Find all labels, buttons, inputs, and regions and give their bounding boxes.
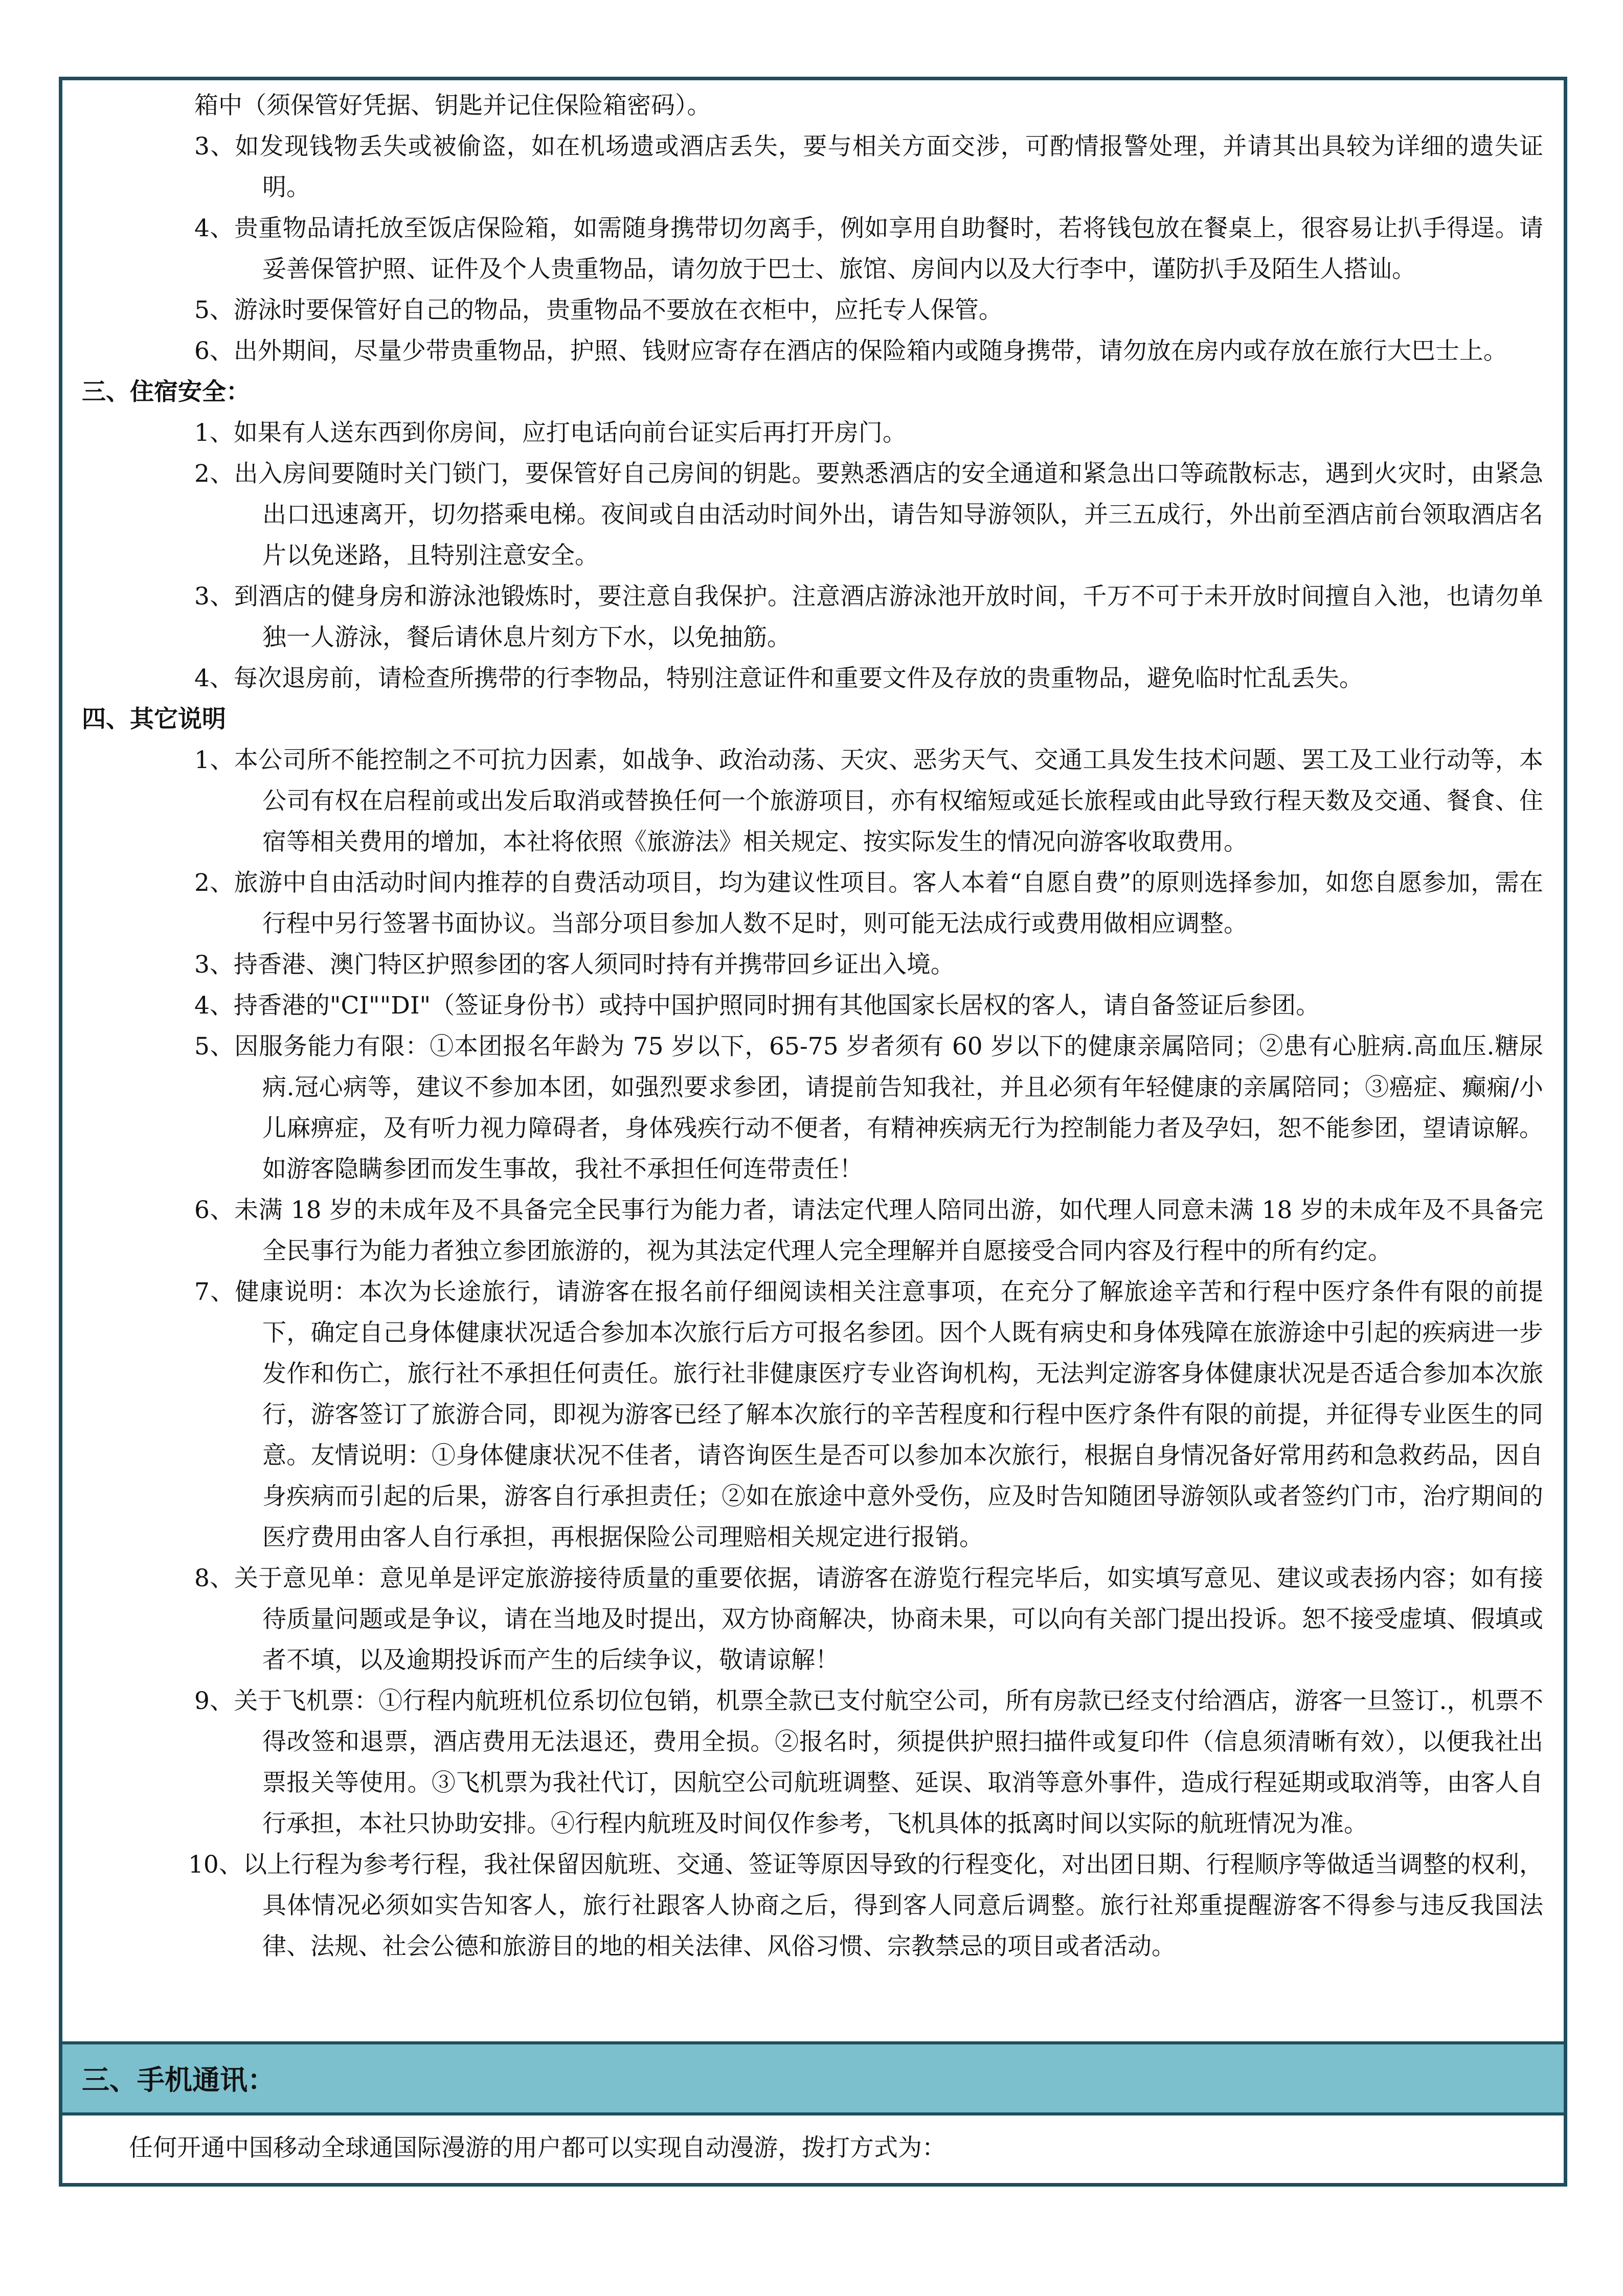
list-item: 8、关于意见单：意见单是评定旅游接待质量的重要依据，请游客在游览行程完毕后，如实填写意见、建议或表扬内容；如有接待质量问题或是争议，请在当地及时提出，双方协商解决，协商未果，可以向有关部门提出投诉。恕不接受虚填、假填或者不填，以及逾期投诉而产生的后续争议，敬请谅解！ (194, 1564, 1543, 1674)
notice-content (62, 80, 1564, 2041)
list-item: 6、未满 18 岁的未成年及不具备完全民事行为能力者，请法定代理人陪同出游，如代理人同意未满 18 岁的未成年及不具备完全民事行为能力者独立参团旅游的，视为其法定代理人完全理解并自愿接受合同内容及行程中的所有约定。 (194, 1196, 1543, 1265)
continued-paragraph: 箱中（须保管好凭据、钥匙并记住保险箱密码）。 (194, 92, 711, 120)
section-heading-lodging: 三、住宿安全： (82, 378, 250, 406)
footer-row (62, 2115, 1564, 2183)
list-item: 4、贵重物品请托放至饭店保险箱，如需随身携带切勿离手，例如享用自助餐时，若将钱包放在餐桌上，很容易让扒手得逞。请妥善保管护照、证件及个人贵重物品，请勿放于巴士、旅馆、房间内以及大行李中，谨防扒手及陌生人搭讪。 (194, 214, 1543, 283)
list-item: 5、因服务能力有限：①本团报名年龄为 75 岁以下，65-75 岁者须有 60 岁以下的健康亲属陪同；②患有心脏病.高血压.糖尿病.冠心病等，建议不参加本团，如强烈要求参团，请提前告知我社，并且必须有年轻健康的亲属陪同；③癌症、癫痫/小儿麻痹症，及有听力视力障碍者，身体残疾行动不便者，有精神疾病无行为控制能力者及孕妇，恕不能参团，望请谅解。如游客隐瞒参团而发生事故，我社不承担任何连带责任！ (194, 1032, 1543, 1183)
list-item: 2、出入房间要随时关门锁门，要保管好自己房间的钥匙。要熟悉酒店的安全通道和紧急出口等疏散标志，遇到火灾时，由紧急出口迅速离开，切勿搭乘电梯。夜间或自由活动时间外出，请告知导游领队，并三五成行，外出前至酒店前台领取酒店名片以免迷路，且特别注意安全。 (194, 460, 1543, 570)
list-item: 7、健康说明：本次为长途旅行，请游客在报名前仔细阅读相关注意事项，在充分了解旅途辛苦和行程中医疗条件有限的前提下，确定自己身体健康状况适合参加本次旅行后方可报名参团。因个人既有病史和身体残障在旅游途中引起的疾病进一步发作和伤亡，旅行社不承担任何责任。旅行社非健康医疗专业咨询机构，无法判定游客身体健康状况是否适合参加本次旅行，游客签订了旅游合同，即视为游客已经了解本次旅行的辛苦程度和行程中医疗条件有限的前提，并征得专业医生的同意。友情说明：①身体健康状况不佳者，请咨询医生是否可以参加本次旅行，根据自身情况备好常用药和急救药品，因自身疾病而引起的后果，游客自行承担责任；②如在旅途中意外受伤，应及时告知随团导游领队或者签约门市，治疗期间的医疗费用由客人自行承担，再根据保险公司理赔相关规定进行报销。 (194, 1278, 1543, 1551)
list-item: 4、每次退房前，请检查所携带的行李物品，特别注意证件和重要文件及存放的贵重物品，避免临时忙乱丢失。 (194, 664, 1363, 692)
list-item: 3、到酒店的健身房和游泳池锻炼时，要注意自我保护。注意酒店游泳池开放时间，千万不可于未开放时间擅自入池，也请勿单独一人游泳，餐后请休息片刻方下水，以免抽筋。 (194, 582, 1543, 651)
list-item: 1、如果有人送东西到你房间，应打电话向前台证实后再打开房门。 (194, 419, 907, 447)
list-item: 6、出外期间，尽量少带贵重物品，护照、钱财应寄存在酒店的保险箱内或随身携带，请勿放在房内或存放在旅行大巴士上。 (194, 337, 1507, 365)
section-band-mobile (62, 2041, 1564, 2115)
list-item: 2、旅游中自由活动时间内推荐的自费活动项目，均为建议性项目。客人本着“自愿自费”的原则选择参加，如您自愿参加，需在行程中另行签署书面协议。当部分项目参加人数不足时，则可能无法成行或费用做相应调整。 (194, 869, 1543, 938)
section-heading-other: 四、其它说明 (82, 705, 226, 733)
list-item: 4、持香港的"CI""DI"（签证身份书）或持中国护照同时拥有其他国家长居权的客人，请自备签证后参团。 (194, 992, 1320, 1020)
list-item: 3、如发现钱物丢失或被偷盗，如在机场遗或酒店丢失，要与相关方面交涉，可酌情报警处理，并请其出具较为详细的遗失证明。 (194, 132, 1543, 201)
list-item: 5、游泳时要保管好自己的物品，贵重物品不要放在衣柜中，应托专人保管。 (194, 296, 1003, 324)
band-title: 三、手机通讯： (82, 2063, 275, 2096)
list-item: 1、本公司所不能控制之不可抗力因素，如战争、政治动荡、天灾、恶劣天气、交通工具发生技术问题、罢工及工业行动等，本公司有权在启程前或出发后取消或替换任何一个旅游项目，亦有权缩短或延长旅程或由此导致行程天数及交通、餐食、住宿等相关费用的增加，本社将依照《旅游法》相关规定、按实际发生的情况向游客收取费用。 (194, 746, 1543, 856)
list-item: 10、以上行程为参考行程，我社保留因航班、交通、签证等原因导致的行程变化，对出团日期、行程顺序等做适当调整的权利，具体情况必须如实告知客人，旅行社跟客人协商之后，得到客人同意后调整。旅行社郑重提醒游客不得参与违反我国法律、法规、社会公德和旅游目的地的相关法律、风俗习惯、宗教禁忌的项目或者活动。 (188, 1851, 1543, 1961)
footer-text: 任何开通中国移动全球通国际漫游的用户都可以实现自动漫游，拨打方式为： (129, 2134, 946, 2162)
page-frame (59, 77, 1567, 2187)
list-item: 3、持香港、澳门特区护照参团的客人须同时持有并携带回乡证出入境。 (194, 951, 955, 979)
list-item: 9、关于飞机票：①行程内航班机位系切位包销，机票全款已支付航空公司，所有房款已经支付给酒店，游客一旦签订.，机票不得改签和退票，酒店费用无法退还，费用全损。②报名时，须提供护照扫描件或复印件（信息须清晰有效），以便我社出票报关等使用。③飞机票为我社代订，因航空公司航班调整、延误、取消等意外事件，造成行程延期或取消等，由客人自行承担，本社只协助安排。④行程内航班及时间仅作参考，飞机具体的抵离时间以实际的航班情况为准。 (194, 1687, 1543, 1838)
